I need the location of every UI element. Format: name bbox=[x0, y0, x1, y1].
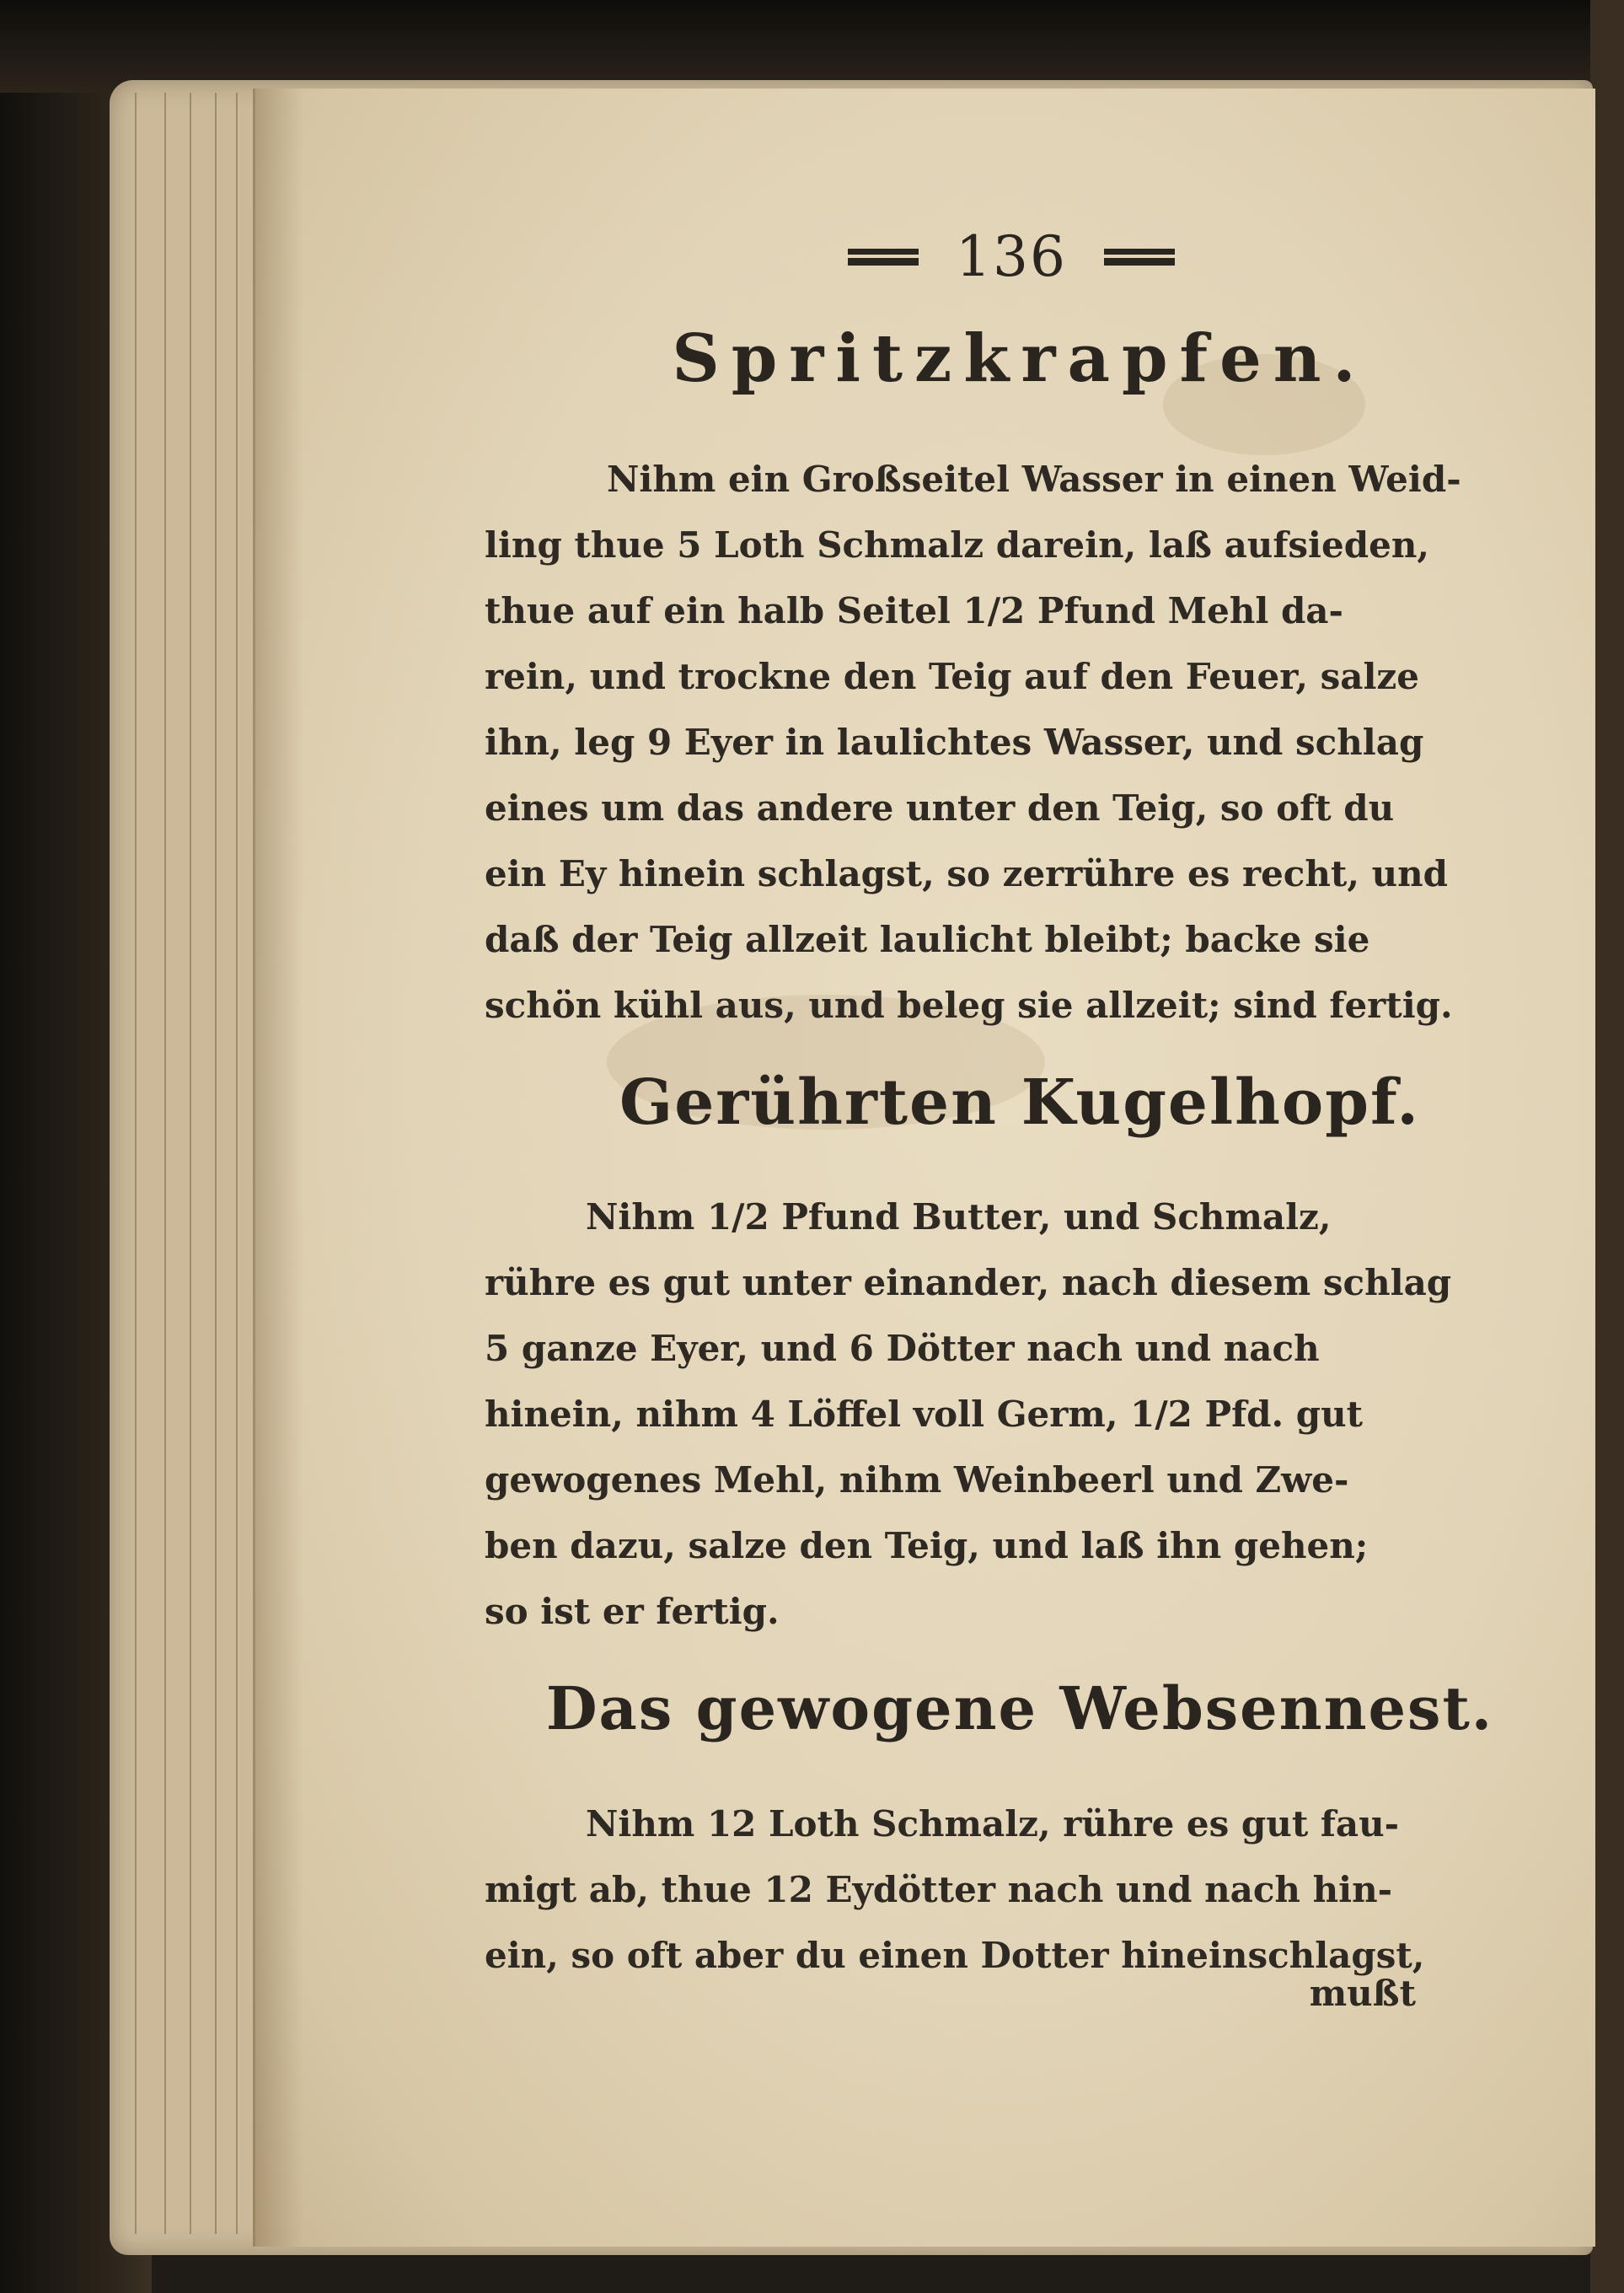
text-line: hinein, nihm 4 Löffel voll Germ, 1/2 Pfd. gut bbox=[485, 1394, 1364, 1435]
page-edge bbox=[236, 93, 238, 2234]
text-line: ling thue 5 Loth Schmalz darein, laß aufsieden, bbox=[485, 524, 1429, 566]
text-line: rein, und trockne den Teig auf den Feuer, salze bbox=[485, 656, 1419, 697]
text-line: ben dazu, salze den Teig, und laß ihn gehen; bbox=[485, 1525, 1369, 1566]
text-line: daß der Teig allzeit laulicht bleibt; backe sie bbox=[485, 919, 1370, 960]
recipe-text-websennest bbox=[485, 1791, 1525, 1989]
page-edge bbox=[215, 93, 217, 2234]
text-line: ihn, leg 9 Eyer in laulichtes Wasser, und schlag bbox=[485, 722, 1424, 763]
catchword: mußt bbox=[1309, 1973, 1416, 2014]
recipe-title-spritzkrapfen: Spritzkrapfen. bbox=[672, 320, 1368, 397]
recipe-text-spritzkrapfen bbox=[485, 447, 1525, 1039]
page-edge bbox=[135, 93, 137, 2234]
text-line: schön kühl aus, und beleg sie allzeit; sind fertig. bbox=[485, 985, 1453, 1026]
recipe-title-websennest: Das gewogene Websennest. bbox=[545, 1673, 1494, 1743]
text-line: rühre es gut unter einander, nach diesem schlag bbox=[485, 1262, 1452, 1303]
text-line: migt ab, thue 12 Eydötter nach und nach hin- bbox=[485, 1869, 1393, 1910]
header-rule-left bbox=[848, 249, 919, 266]
text-line: 5 ganze Eyer, und 6 Dötter nach und nach bbox=[485, 1328, 1320, 1369]
page-header bbox=[817, 224, 1205, 289]
text-line: Nihm 1/2 Pfund Butter, und Schmalz, bbox=[586, 1196, 1332, 1238]
page-gutter-shadow bbox=[253, 89, 303, 2247]
page-number: 136 bbox=[956, 224, 1067, 289]
text-line: Nihm 12 Loth Schmalz, rühre es gut fau- bbox=[586, 1803, 1400, 1845]
book-shadow-top bbox=[0, 0, 1624, 93]
text-line: thue auf ein halb Seitel 1/2 Pfund Mehl da- bbox=[485, 590, 1343, 631]
text-line: Nihm ein Großseitel Wasser in einen Weid- bbox=[607, 459, 1461, 500]
text-line: ein Ey hinein schlagst, so zerrühre es recht, und bbox=[485, 853, 1449, 894]
text-line: gewogenes Mehl, nihm Weinbeerl und Zwe- bbox=[485, 1459, 1349, 1501]
recipe-text-kugelhopf bbox=[485, 1184, 1525, 1645]
text-line: so ist er fertig. bbox=[485, 1591, 780, 1632]
page-edge bbox=[164, 93, 166, 2234]
header-rule-right bbox=[1104, 249, 1175, 266]
text-line: ein, so oft aber du einen Dotter hineinschlagst, bbox=[485, 1935, 1425, 1976]
text-line: eines um das andere unter den Teig, so oft du bbox=[485, 787, 1395, 829]
recipe-title-kugelhopf: Gerührten Kugelhopf. bbox=[619, 1066, 1420, 1139]
page-edge bbox=[190, 93, 191, 2234]
book-cover-edge-right bbox=[1590, 0, 1624, 2293]
